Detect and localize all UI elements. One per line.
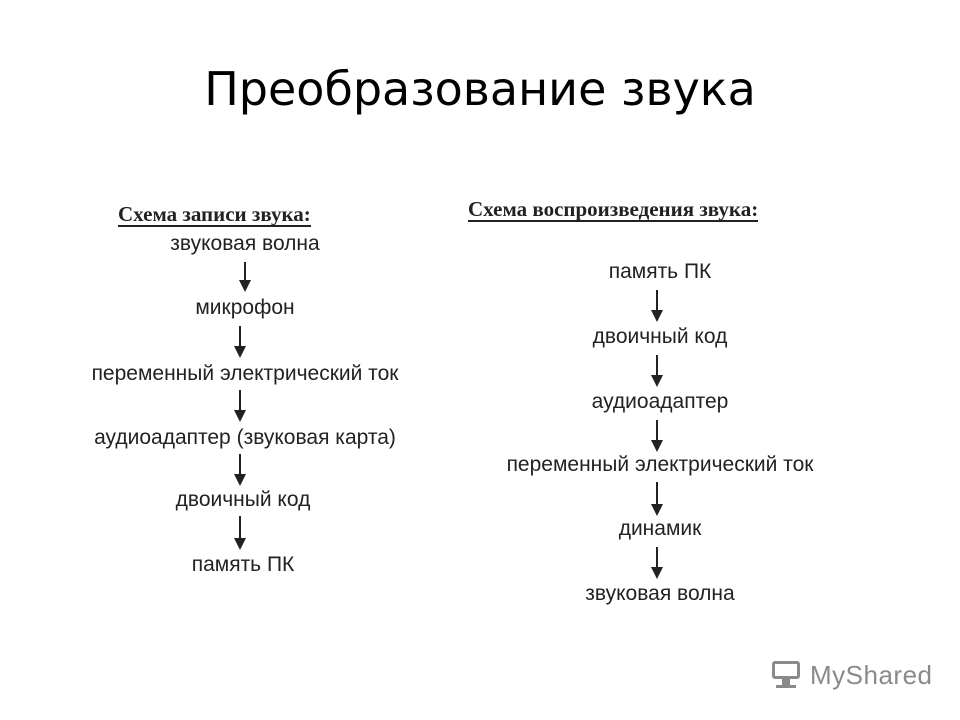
down-arrow-icon [233, 454, 247, 486]
playback-step: звуковая волна [585, 582, 735, 605]
record-step: двоичный код [175, 488, 311, 511]
playback-step: переменный электрический ток [506, 453, 814, 476]
monitor-icon [770, 659, 804, 691]
record-heading: Схема записи звука: [118, 202, 311, 226]
record-step: звуковая волна [170, 232, 320, 255]
playback-heading: Схема воспроизведения звука: [468, 197, 759, 221]
watermark-text: MyShared [810, 659, 933, 690]
watermark-logo [770, 655, 933, 695]
down-arrow-icon [650, 355, 664, 387]
record-step: переменный электрический ток [91, 362, 399, 385]
playback-step: память ПК [608, 260, 712, 283]
down-arrow-icon [650, 482, 664, 516]
down-arrow-icon [650, 547, 664, 579]
slide-title: Преобразование звука [204, 62, 756, 116]
record-step: память ПК [191, 553, 295, 576]
down-arrow-icon [650, 420, 664, 452]
down-arrow-icon [233, 326, 247, 358]
down-arrow-icon [650, 290, 664, 322]
record-step: аудиоадаптер (звуковая карта) [94, 426, 396, 449]
playback-step: двоичный код [592, 325, 728, 348]
record-step: микрофон [195, 296, 295, 319]
down-arrow-icon [238, 262, 252, 292]
down-arrow-icon [233, 390, 247, 422]
playback-step: аудиоадаптер [591, 390, 729, 413]
playback-step: динамик [618, 517, 702, 540]
down-arrow-icon [233, 516, 247, 550]
